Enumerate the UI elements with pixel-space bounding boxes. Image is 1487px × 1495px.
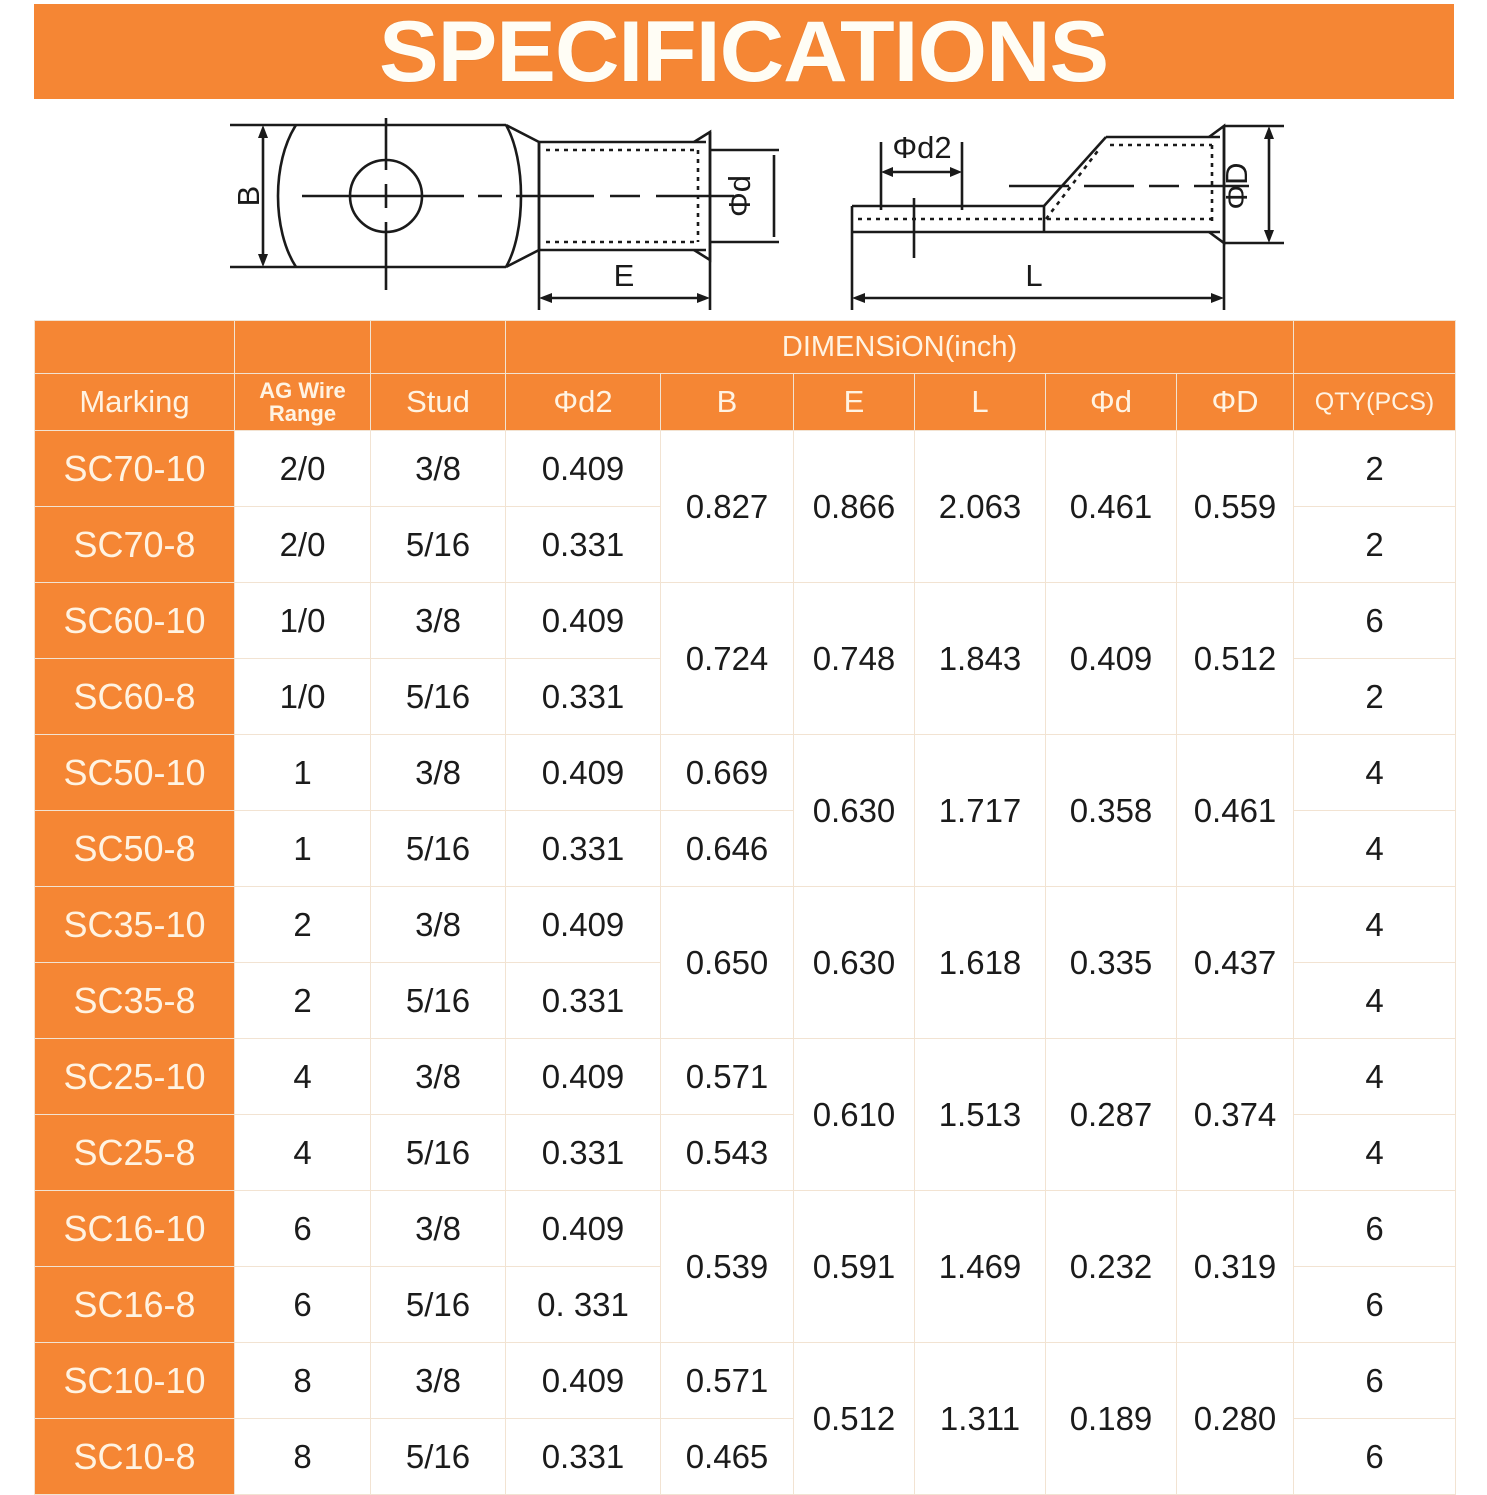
column-header-qty: QTY(PCS) bbox=[1294, 374, 1456, 431]
column-header-b: B bbox=[661, 374, 794, 431]
cell-e: 0.630 bbox=[794, 887, 915, 1039]
cell-qty: 4 bbox=[1294, 963, 1456, 1039]
cell-qty: 2 bbox=[1294, 431, 1456, 507]
cell-marking: SC70-10 bbox=[35, 431, 235, 507]
cell-qty: 2 bbox=[1294, 507, 1456, 583]
cell-stud: 5/16 bbox=[371, 811, 506, 887]
label-B: B bbox=[231, 185, 266, 207]
cell-phi-d: 0.287 bbox=[1046, 1039, 1177, 1191]
cell-awg-wire-range: 1/0 bbox=[235, 659, 371, 735]
label-phi-d: Φd bbox=[722, 175, 757, 217]
cell-phi-d2: 0.409 bbox=[506, 583, 661, 659]
cell-qty: 6 bbox=[1294, 1419, 1456, 1495]
cell-phi-d2: 0.409 bbox=[506, 1343, 661, 1419]
cell-marking: SC10-8 bbox=[35, 1419, 235, 1495]
cell-qty: 6 bbox=[1294, 1343, 1456, 1419]
table-head bbox=[35, 321, 1456, 431]
awg-line-2: Range bbox=[268, 401, 337, 426]
cell-marking: SC35-10 bbox=[35, 887, 235, 963]
cell-phi-d2: 0.331 bbox=[506, 963, 661, 1039]
cell-marking: SC60-10 bbox=[35, 583, 235, 659]
cell-e: 0.866 bbox=[794, 431, 915, 583]
cell-phi-D: 0.437 bbox=[1177, 887, 1294, 1039]
column-header-stud: Stud bbox=[371, 374, 506, 431]
cell-stud: 3/8 bbox=[371, 431, 506, 507]
cell-phi-d2: 0.409 bbox=[506, 887, 661, 963]
cell-phi-d: 0.232 bbox=[1046, 1191, 1177, 1343]
cell-e: 0.591 bbox=[794, 1191, 915, 1343]
cell-awg-wire-range: 1/0 bbox=[235, 583, 371, 659]
page-title: SPECIFICATIONS bbox=[379, 3, 1109, 100]
cell-stud: 5/16 bbox=[371, 1419, 506, 1495]
cell-l: 1.618 bbox=[915, 887, 1046, 1039]
cell-awg-wire-range: 1 bbox=[235, 811, 371, 887]
cell-qty: 4 bbox=[1294, 1115, 1456, 1191]
cell-awg-wire-range: 4 bbox=[235, 1115, 371, 1191]
cell-phi-d: 0.335 bbox=[1046, 887, 1177, 1039]
cell-marking: SC16-10 bbox=[35, 1191, 235, 1267]
cell-qty: 4 bbox=[1294, 735, 1456, 811]
cell-qty: 2 bbox=[1294, 659, 1456, 735]
cell-b: 0.724 bbox=[661, 583, 794, 735]
cell-e: 0.748 bbox=[794, 583, 915, 735]
cell-stud: 3/8 bbox=[371, 1191, 506, 1267]
cell-marking: SC60-8 bbox=[35, 659, 235, 735]
cell-phi-d: 0.461 bbox=[1046, 431, 1177, 583]
cell-phi-D: 0.512 bbox=[1177, 583, 1294, 735]
cell-b: 0.539 bbox=[661, 1191, 794, 1343]
cell-phi-d2: 0.331 bbox=[506, 811, 661, 887]
table-row bbox=[35, 583, 1456, 659]
cell-phi-d2: 0.409 bbox=[506, 1039, 661, 1115]
cell-marking: SC10-10 bbox=[35, 1343, 235, 1419]
cell-phi-d2: 0.409 bbox=[506, 1191, 661, 1267]
cell-qty: 4 bbox=[1294, 887, 1456, 963]
column-header-phi-d: Φd bbox=[1046, 374, 1177, 431]
cell-b: 0.465 bbox=[661, 1419, 794, 1495]
column-header-l: L bbox=[915, 374, 1046, 431]
label-E: E bbox=[613, 258, 635, 293]
cell-awg-wire-range: 2/0 bbox=[235, 507, 371, 583]
cell-b: 0.571 bbox=[661, 1039, 794, 1115]
cell-marking: SC50-8 bbox=[35, 811, 235, 887]
header-spacer-marking bbox=[35, 321, 235, 374]
table-row bbox=[35, 1191, 1456, 1267]
cell-marking: SC70-8 bbox=[35, 507, 235, 583]
technical-drawing-area bbox=[34, 100, 1454, 318]
cell-awg-wire-range: 2/0 bbox=[235, 431, 371, 507]
cell-e: 0.610 bbox=[794, 1039, 915, 1191]
specifications-table bbox=[34, 320, 1456, 1495]
cell-l: 1.469 bbox=[915, 1191, 1046, 1343]
cell-marking: SC50-10 bbox=[35, 735, 235, 811]
cell-phi-D: 0.559 bbox=[1177, 431, 1294, 583]
cell-stud: 3/8 bbox=[371, 887, 506, 963]
cell-awg-wire-range: 8 bbox=[235, 1419, 371, 1495]
column-header-e: E bbox=[794, 374, 915, 431]
cell-awg-wire-range: 4 bbox=[235, 1039, 371, 1115]
awg-line-1: AG Wire bbox=[259, 377, 346, 403]
label-L: L bbox=[1025, 258, 1043, 293]
cell-b: 0.669 bbox=[661, 735, 794, 811]
cell-awg-wire-range: 2 bbox=[235, 887, 371, 963]
cell-phi-d2: 0. 331 bbox=[506, 1267, 661, 1343]
column-header-awg-wire-range bbox=[235, 374, 371, 431]
cell-awg-wire-range: 6 bbox=[235, 1191, 371, 1267]
specifications-banner bbox=[34, 4, 1454, 99]
cell-stud: 3/8 bbox=[371, 1039, 506, 1115]
table-body bbox=[35, 431, 1456, 1495]
cell-awg-wire-range: 8 bbox=[235, 1343, 371, 1419]
header-spacer-stud bbox=[371, 321, 506, 374]
cell-e: 0.630 bbox=[794, 735, 915, 887]
cable-lug-drawings bbox=[34, 100, 1454, 318]
cell-marking: SC16-8 bbox=[35, 1267, 235, 1343]
cell-phi-D: 0.319 bbox=[1177, 1191, 1294, 1343]
cell-phi-d2: 0.409 bbox=[506, 431, 661, 507]
table-row bbox=[35, 887, 1456, 963]
table-header-row bbox=[35, 374, 1456, 431]
cell-l: 1.843 bbox=[915, 583, 1046, 735]
cell-stud: 3/8 bbox=[371, 735, 506, 811]
column-header-phi-D: ΦD bbox=[1177, 374, 1294, 431]
cell-phi-D: 0.461 bbox=[1177, 735, 1294, 887]
cell-phi-D: 0.280 bbox=[1177, 1343, 1294, 1495]
cell-stud: 5/16 bbox=[371, 507, 506, 583]
cell-qty: 6 bbox=[1294, 1267, 1456, 1343]
cell-l: 1.513 bbox=[915, 1039, 1046, 1191]
cell-marking: SC35-8 bbox=[35, 963, 235, 1039]
cell-marking: SC25-8 bbox=[35, 1115, 235, 1191]
cell-stud: 5/16 bbox=[371, 963, 506, 1039]
cell-qty: 4 bbox=[1294, 1039, 1456, 1115]
header-spacer-awg bbox=[235, 321, 371, 374]
cell-b: 0.646 bbox=[661, 811, 794, 887]
cell-phi-d: 0.409 bbox=[1046, 583, 1177, 735]
cell-phi-d2: 0.331 bbox=[506, 1115, 661, 1191]
header-dimension-group: DIMENSiON(inch) bbox=[506, 321, 1294, 374]
column-header-marking: Marking bbox=[35, 374, 235, 431]
cell-phi-d2: 0.331 bbox=[506, 1419, 661, 1495]
cell-b: 0.827 bbox=[661, 431, 794, 583]
cell-stud: 5/16 bbox=[371, 1267, 506, 1343]
cell-b: 0.543 bbox=[661, 1115, 794, 1191]
cell-qty: 6 bbox=[1294, 1191, 1456, 1267]
cell-l: 1.717 bbox=[915, 735, 1046, 887]
cell-stud: 3/8 bbox=[371, 583, 506, 659]
cell-l: 2.063 bbox=[915, 431, 1046, 583]
cell-awg-wire-range: 6 bbox=[235, 1267, 371, 1343]
cell-phi-d2: 0.331 bbox=[506, 507, 661, 583]
cell-awg-wire-range: 1 bbox=[235, 735, 371, 811]
cell-marking: SC25-10 bbox=[35, 1039, 235, 1115]
cell-awg-wire-range: 2 bbox=[235, 963, 371, 1039]
cell-b: 0.650 bbox=[661, 887, 794, 1039]
cell-b: 0.571 bbox=[661, 1343, 794, 1419]
cell-l: 1.311 bbox=[915, 1343, 1046, 1495]
cell-stud: 3/8 bbox=[371, 1343, 506, 1419]
table-group-header-row bbox=[35, 321, 1456, 374]
table-row bbox=[35, 431, 1456, 507]
cell-phi-d: 0.358 bbox=[1046, 735, 1177, 887]
cell-phi-d: 0.189 bbox=[1046, 1343, 1177, 1495]
cell-qty: 6 bbox=[1294, 583, 1456, 659]
cell-e: 0.512 bbox=[794, 1343, 915, 1495]
cell-phi-d2: 0.331 bbox=[506, 659, 661, 735]
cell-phi-d2: 0.409 bbox=[506, 735, 661, 811]
label-phi-D: ΦD bbox=[1219, 162, 1254, 210]
table-row bbox=[35, 735, 1456, 811]
cell-stud: 5/16 bbox=[371, 1115, 506, 1191]
cell-stud: 5/16 bbox=[371, 659, 506, 735]
column-header-phi-d2: Φd2 bbox=[506, 374, 661, 431]
cell-qty: 4 bbox=[1294, 811, 1456, 887]
table-row bbox=[35, 1039, 1456, 1115]
table-row bbox=[35, 1343, 1456, 1419]
label-phi-d2: Φd2 bbox=[892, 130, 952, 165]
header-spacer-qty bbox=[1294, 321, 1456, 374]
cell-phi-D: 0.374 bbox=[1177, 1039, 1294, 1191]
